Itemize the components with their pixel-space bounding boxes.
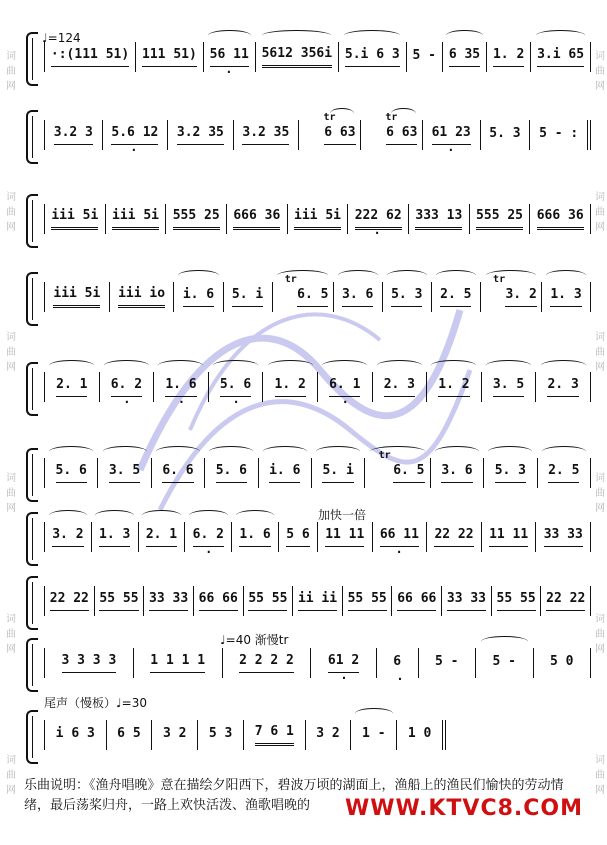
measure — [365, 449, 430, 488]
slur — [156, 446, 200, 457]
measure — [351, 720, 397, 750]
slur — [209, 446, 253, 457]
score-system-3 — [26, 194, 591, 248]
notes: 55 55 — [497, 591, 536, 611]
measure — [481, 273, 542, 312]
slur — [377, 360, 422, 371]
tempo-marking: ♩=124 — [42, 31, 81, 45]
notes: 22 22 — [50, 591, 89, 611]
notes: 1 - — [362, 725, 386, 741]
score-system-10 — [26, 710, 591, 764]
notes: 6. 5 — [297, 287, 328, 307]
score-system-6 — [26, 448, 591, 502]
score-system-7 — [26, 512, 591, 566]
notes: 5 - — [412, 47, 436, 63]
system-brace — [26, 512, 38, 566]
notes: 6. 1 . — [329, 377, 360, 397]
left-watermark-column — [2, 0, 16, 845]
staff-line — [44, 372, 591, 402]
slur — [268, 360, 313, 371]
slur — [344, 30, 400, 41]
measure — [484, 458, 537, 488]
measure — [312, 458, 365, 488]
notes: 2. 1 — [56, 377, 87, 397]
coda-label: 尾声（慢板）♩=30 — [44, 696, 147, 710]
measure — [244, 720, 306, 750]
notes: 33 33 — [149, 591, 188, 611]
notes: 1. 3 — [550, 287, 581, 307]
slur — [277, 270, 327, 281]
measure — [185, 522, 232, 552]
staff-line — [44, 522, 591, 552]
measure — [392, 586, 442, 616]
notes: 5 0 — [550, 653, 574, 669]
notes: 6 . — [393, 654, 401, 673]
watermark-text: 词 曲 网 — [3, 49, 15, 92]
notes: 2. 5 — [548, 463, 579, 483]
measure — [431, 458, 484, 488]
staff-line — [44, 586, 591, 616]
slur — [486, 360, 531, 371]
staff-line — [44, 111, 591, 150]
notes: 666 36 — [537, 208, 584, 230]
measure — [318, 372, 373, 402]
slur — [189, 510, 227, 521]
measure — [263, 372, 318, 402]
measure — [482, 522, 537, 552]
measure — [470, 204, 531, 234]
notes: 1. 2 — [275, 377, 306, 397]
site-url[interactable]: WWW.KTVC8.COM — [345, 796, 583, 821]
trill-mark: tr — [284, 273, 297, 285]
notes: 333 13 — [415, 208, 462, 230]
system-brace — [26, 194, 38, 248]
measure — [44, 586, 95, 616]
measure — [432, 282, 481, 312]
watermark-text: 词 曲 网 — [3, 472, 15, 514]
measure — [273, 273, 334, 312]
slur — [355, 708, 393, 719]
measure — [373, 372, 428, 402]
notes: 5 6 — [286, 527, 309, 547]
measure — [482, 372, 537, 402]
notes: 555 25 — [173, 208, 220, 230]
measure — [139, 522, 186, 552]
measure — [174, 282, 223, 312]
slur — [178, 270, 218, 281]
notes: 2. 1 — [146, 527, 177, 547]
notes: 5 - — [435, 653, 459, 669]
notes: 6 5 — [117, 725, 141, 741]
watermark-text: 词 曲 网 — [3, 613, 15, 655]
measure — [256, 42, 339, 72]
measure — [107, 720, 153, 750]
notes: 111 51) — [142, 47, 197, 67]
notes: 3.2 35 — [177, 125, 224, 145]
notes: 56 11 . — [210, 47, 249, 67]
notes: 3 3 3 3 — [62, 653, 117, 673]
measure — [334, 282, 383, 312]
notes: i. 6 — [183, 287, 214, 307]
system-brace — [26, 362, 38, 416]
measure — [106, 204, 167, 234]
measure — [427, 372, 482, 402]
measure — [44, 720, 107, 750]
notes: 3 2 — [163, 725, 187, 741]
notes: ii ii — [298, 591, 337, 611]
measure — [419, 648, 476, 678]
notes: 1. 2 — [493, 47, 524, 67]
notes: 2. 3 — [384, 377, 415, 397]
measure — [44, 42, 136, 72]
score-system-5 — [26, 362, 591, 416]
score-system-8 — [26, 576, 591, 630]
notes: iii 5i — [51, 208, 98, 230]
measure — [166, 204, 227, 234]
measure — [343, 586, 393, 616]
notes: 555 25 — [476, 208, 523, 230]
notes: 1 0 — [407, 725, 432, 741]
slur — [213, 360, 258, 371]
notes: 3. 6 — [441, 463, 472, 483]
notes: 6 63 — [386, 125, 417, 145]
measure — [95, 586, 145, 616]
notes: 5. i — [322, 463, 353, 483]
watermark-text: 词 曲 网 — [592, 331, 604, 373]
notes: 3. 6 — [342, 287, 373, 307]
measure — [44, 458, 98, 488]
measure — [259, 458, 312, 488]
measure — [409, 204, 470, 234]
measure — [377, 648, 419, 678]
measure — [339, 42, 407, 72]
watermark-text: 词 曲 网 — [3, 190, 15, 232]
notes: iii 5i — [294, 208, 341, 230]
measure — [397, 720, 446, 750]
score-system-4 — [26, 272, 591, 326]
measure — [234, 120, 299, 150]
notes: 55 55 — [248, 591, 287, 611]
measure — [204, 42, 256, 72]
watermark-text: 词 曲 网 — [3, 331, 15, 373]
slur — [481, 636, 528, 647]
watermark-text: 词 曲 网 — [3, 753, 15, 796]
measure — [361, 111, 423, 150]
measure — [442, 586, 492, 616]
slur — [391, 108, 415, 119]
measure — [279, 522, 318, 552]
notes: iii 5i — [53, 286, 100, 308]
measure — [100, 372, 155, 402]
measure — [44, 648, 134, 678]
measure — [534, 648, 591, 678]
slur — [158, 360, 203, 371]
measure — [44, 372, 100, 402]
notes: 1. 2 — [438, 377, 469, 397]
slur — [49, 360, 94, 371]
measure — [530, 120, 591, 150]
slur — [49, 510, 87, 521]
slur — [338, 270, 378, 281]
slur — [431, 360, 476, 371]
slur — [541, 360, 586, 371]
slur — [316, 446, 360, 457]
notes: 66 66 — [397, 591, 436, 611]
notes: 3. 5 — [109, 463, 140, 483]
notes: iii io — [118, 286, 165, 308]
measure — [427, 522, 482, 552]
notes: 1. 6 . — [165, 377, 196, 397]
system-brace — [26, 110, 38, 164]
notes: 7 6 1 — [255, 724, 294, 746]
staff-line — [44, 204, 591, 234]
measure — [232, 522, 279, 552]
slur — [236, 510, 274, 521]
slur — [542, 446, 586, 457]
notes: 3.2 35 — [242, 125, 289, 145]
system-brace — [26, 638, 38, 692]
measure — [144, 586, 194, 616]
notes: 61 23 . — [432, 125, 471, 145]
watermark-text: 词 曲 网 — [592, 190, 604, 232]
measure — [110, 282, 175, 312]
system-brace — [26, 272, 38, 326]
score-system-2 — [26, 110, 591, 164]
slur — [262, 30, 331, 41]
notes: 6. 6 — [162, 463, 193, 483]
slur — [142, 510, 180, 521]
notes: 3 2 — [316, 725, 340, 741]
measure — [383, 282, 432, 312]
measure — [531, 42, 591, 72]
watermark-text: 词 曲 网 — [592, 613, 604, 655]
measure — [542, 282, 591, 312]
slur — [387, 270, 427, 281]
measure — [476, 648, 533, 678]
measure — [194, 586, 244, 616]
slur — [486, 270, 536, 281]
slur — [536, 30, 585, 41]
notes: 6. 2 . — [193, 527, 224, 547]
notes: 5. 3 — [391, 287, 422, 307]
trill-mark: tr — [493, 273, 506, 285]
watermark-text: 词 曲 网 — [592, 49, 604, 92]
notes: 6. 2 . — [111, 377, 142, 397]
measure — [224, 282, 273, 312]
accel-label: 加快一倍 — [318, 508, 367, 522]
notes: 6 35 — [449, 47, 480, 67]
slur — [446, 30, 482, 41]
notes: 33 33 — [544, 527, 583, 547]
notes: 1. 3 — [99, 527, 130, 547]
system-brace — [26, 32, 38, 86]
notes: 55 55 — [348, 591, 387, 611]
notes: iii 5i — [112, 208, 159, 230]
measure — [443, 42, 487, 72]
notes: 5. i — [232, 287, 263, 307]
measure — [44, 120, 103, 150]
measure — [348, 204, 409, 234]
measure — [288, 204, 349, 234]
staff-line — [44, 449, 591, 488]
measure — [103, 120, 168, 150]
measure — [492, 586, 542, 616]
measure — [98, 458, 151, 488]
measure — [373, 522, 428, 552]
measure — [536, 372, 591, 402]
measure — [154, 372, 209, 402]
notes: 61 2 . — [328, 653, 359, 673]
notes: 3. 2 — [52, 527, 83, 547]
notes: 5. 3 — [495, 463, 526, 483]
measure — [136, 42, 204, 72]
measure — [541, 586, 591, 616]
notes: 666 36 — [233, 208, 280, 230]
slur — [436, 270, 476, 281]
measure — [407, 42, 443, 72]
notes: 66 11 . — [380, 527, 419, 547]
score-system-1 — [26, 32, 591, 86]
notes: 1 1 1 1 — [150, 653, 205, 673]
measure — [198, 720, 244, 750]
staff-line — [44, 273, 591, 312]
notes: 5. 6 . — [220, 377, 251, 397]
notes: 5. 6 — [56, 463, 87, 483]
measure — [293, 586, 343, 616]
measure — [152, 458, 205, 488]
measure — [423, 120, 481, 150]
system-brace — [26, 576, 38, 630]
slur — [330, 108, 354, 119]
notes: 1. 6 — [239, 527, 270, 547]
trill-mark: tr — [385, 111, 398, 123]
notes: 22 22 — [434, 527, 473, 547]
notes: 222 62 . — [355, 208, 402, 230]
slur — [546, 270, 586, 281]
measure — [92, 522, 139, 552]
notes: 3.2 3 — [54, 125, 93, 145]
notes: 3. 5 — [493, 377, 524, 397]
measure — [299, 111, 361, 150]
notes: ·:(111 51) — [51, 47, 129, 67]
notes: 5612 356i — [262, 46, 332, 68]
notes: 5. 6 — [216, 463, 247, 483]
measure — [44, 204, 106, 234]
staff-line — [44, 42, 591, 72]
watermark-text: 词 曲 网 — [592, 753, 604, 796]
notes: 2. 3 — [547, 377, 578, 397]
notes: 2. 5 — [440, 287, 471, 307]
slur — [488, 446, 532, 457]
notes: 22 22 — [546, 591, 585, 611]
measure — [209, 372, 264, 402]
measure — [530, 204, 591, 234]
slur — [322, 360, 367, 371]
measure — [538, 458, 591, 488]
notes: 5.6 12 . — [111, 125, 158, 145]
slur — [208, 30, 251, 41]
notes: 11 11 — [489, 527, 528, 547]
measure — [306, 720, 352, 750]
measure — [134, 648, 223, 678]
measure — [168, 120, 233, 150]
measure — [244, 586, 294, 616]
notes: 3.i 65 — [537, 47, 584, 67]
measure — [311, 648, 376, 678]
measure — [487, 42, 531, 72]
measure — [205, 458, 258, 488]
slur — [370, 446, 424, 457]
notes: 5.i 6 3 — [345, 47, 400, 67]
trill-mark: tr — [378, 449, 391, 461]
slur — [95, 510, 133, 521]
notes: 66 66 — [199, 591, 238, 611]
notes: i 6 3 — [55, 725, 95, 741]
slur — [435, 446, 479, 457]
measure — [44, 282, 110, 312]
notes: 3. 2 — [505, 287, 536, 307]
trill-mark: tr — [323, 111, 336, 123]
notes: 6. 5 — [393, 463, 424, 483]
notes: 5 - — [492, 653, 516, 669]
measure — [536, 522, 591, 552]
slow-label: ♩=40 渐慢tr — [220, 633, 289, 647]
system-brace — [26, 448, 38, 502]
measure — [318, 522, 373, 552]
score-system-9 — [26, 638, 591, 692]
measure — [44, 522, 92, 552]
notes: 33 33 — [447, 591, 486, 611]
measure — [481, 120, 531, 150]
slur — [49, 446, 93, 457]
notes: i. 6 — [269, 463, 300, 483]
slur — [103, 446, 147, 457]
notes: 55 55 — [99, 591, 138, 611]
measure — [223, 648, 312, 678]
system-brace — [26, 710, 38, 764]
measure — [152, 720, 198, 750]
staff-line — [44, 648, 591, 678]
notes: 5. 3 — [489, 125, 521, 141]
staff-line — [44, 720, 446, 750]
notes: 5 - : — [539, 125, 579, 141]
slur — [104, 360, 149, 371]
measure — [227, 204, 288, 234]
notes: 5 3 — [208, 725, 233, 741]
slur — [263, 446, 307, 457]
notes: 2 2 2 2 — [239, 653, 294, 673]
notes: 6 63 — [324, 125, 355, 145]
notes: 11 11 — [325, 527, 364, 547]
description-text: 乐曲说明：《渔舟唱晚》意在描绘夕阳西下，碧波万顷的湖面上，渔船上的渔民们愉快的劳动情绪，最后荡桨归舟，一路上欢快活泼、渔歌唱晚的 — [24, 778, 564, 813]
watermark-text: 词 曲 网 — [592, 472, 604, 514]
right-watermark-column — [591, 0, 605, 845]
